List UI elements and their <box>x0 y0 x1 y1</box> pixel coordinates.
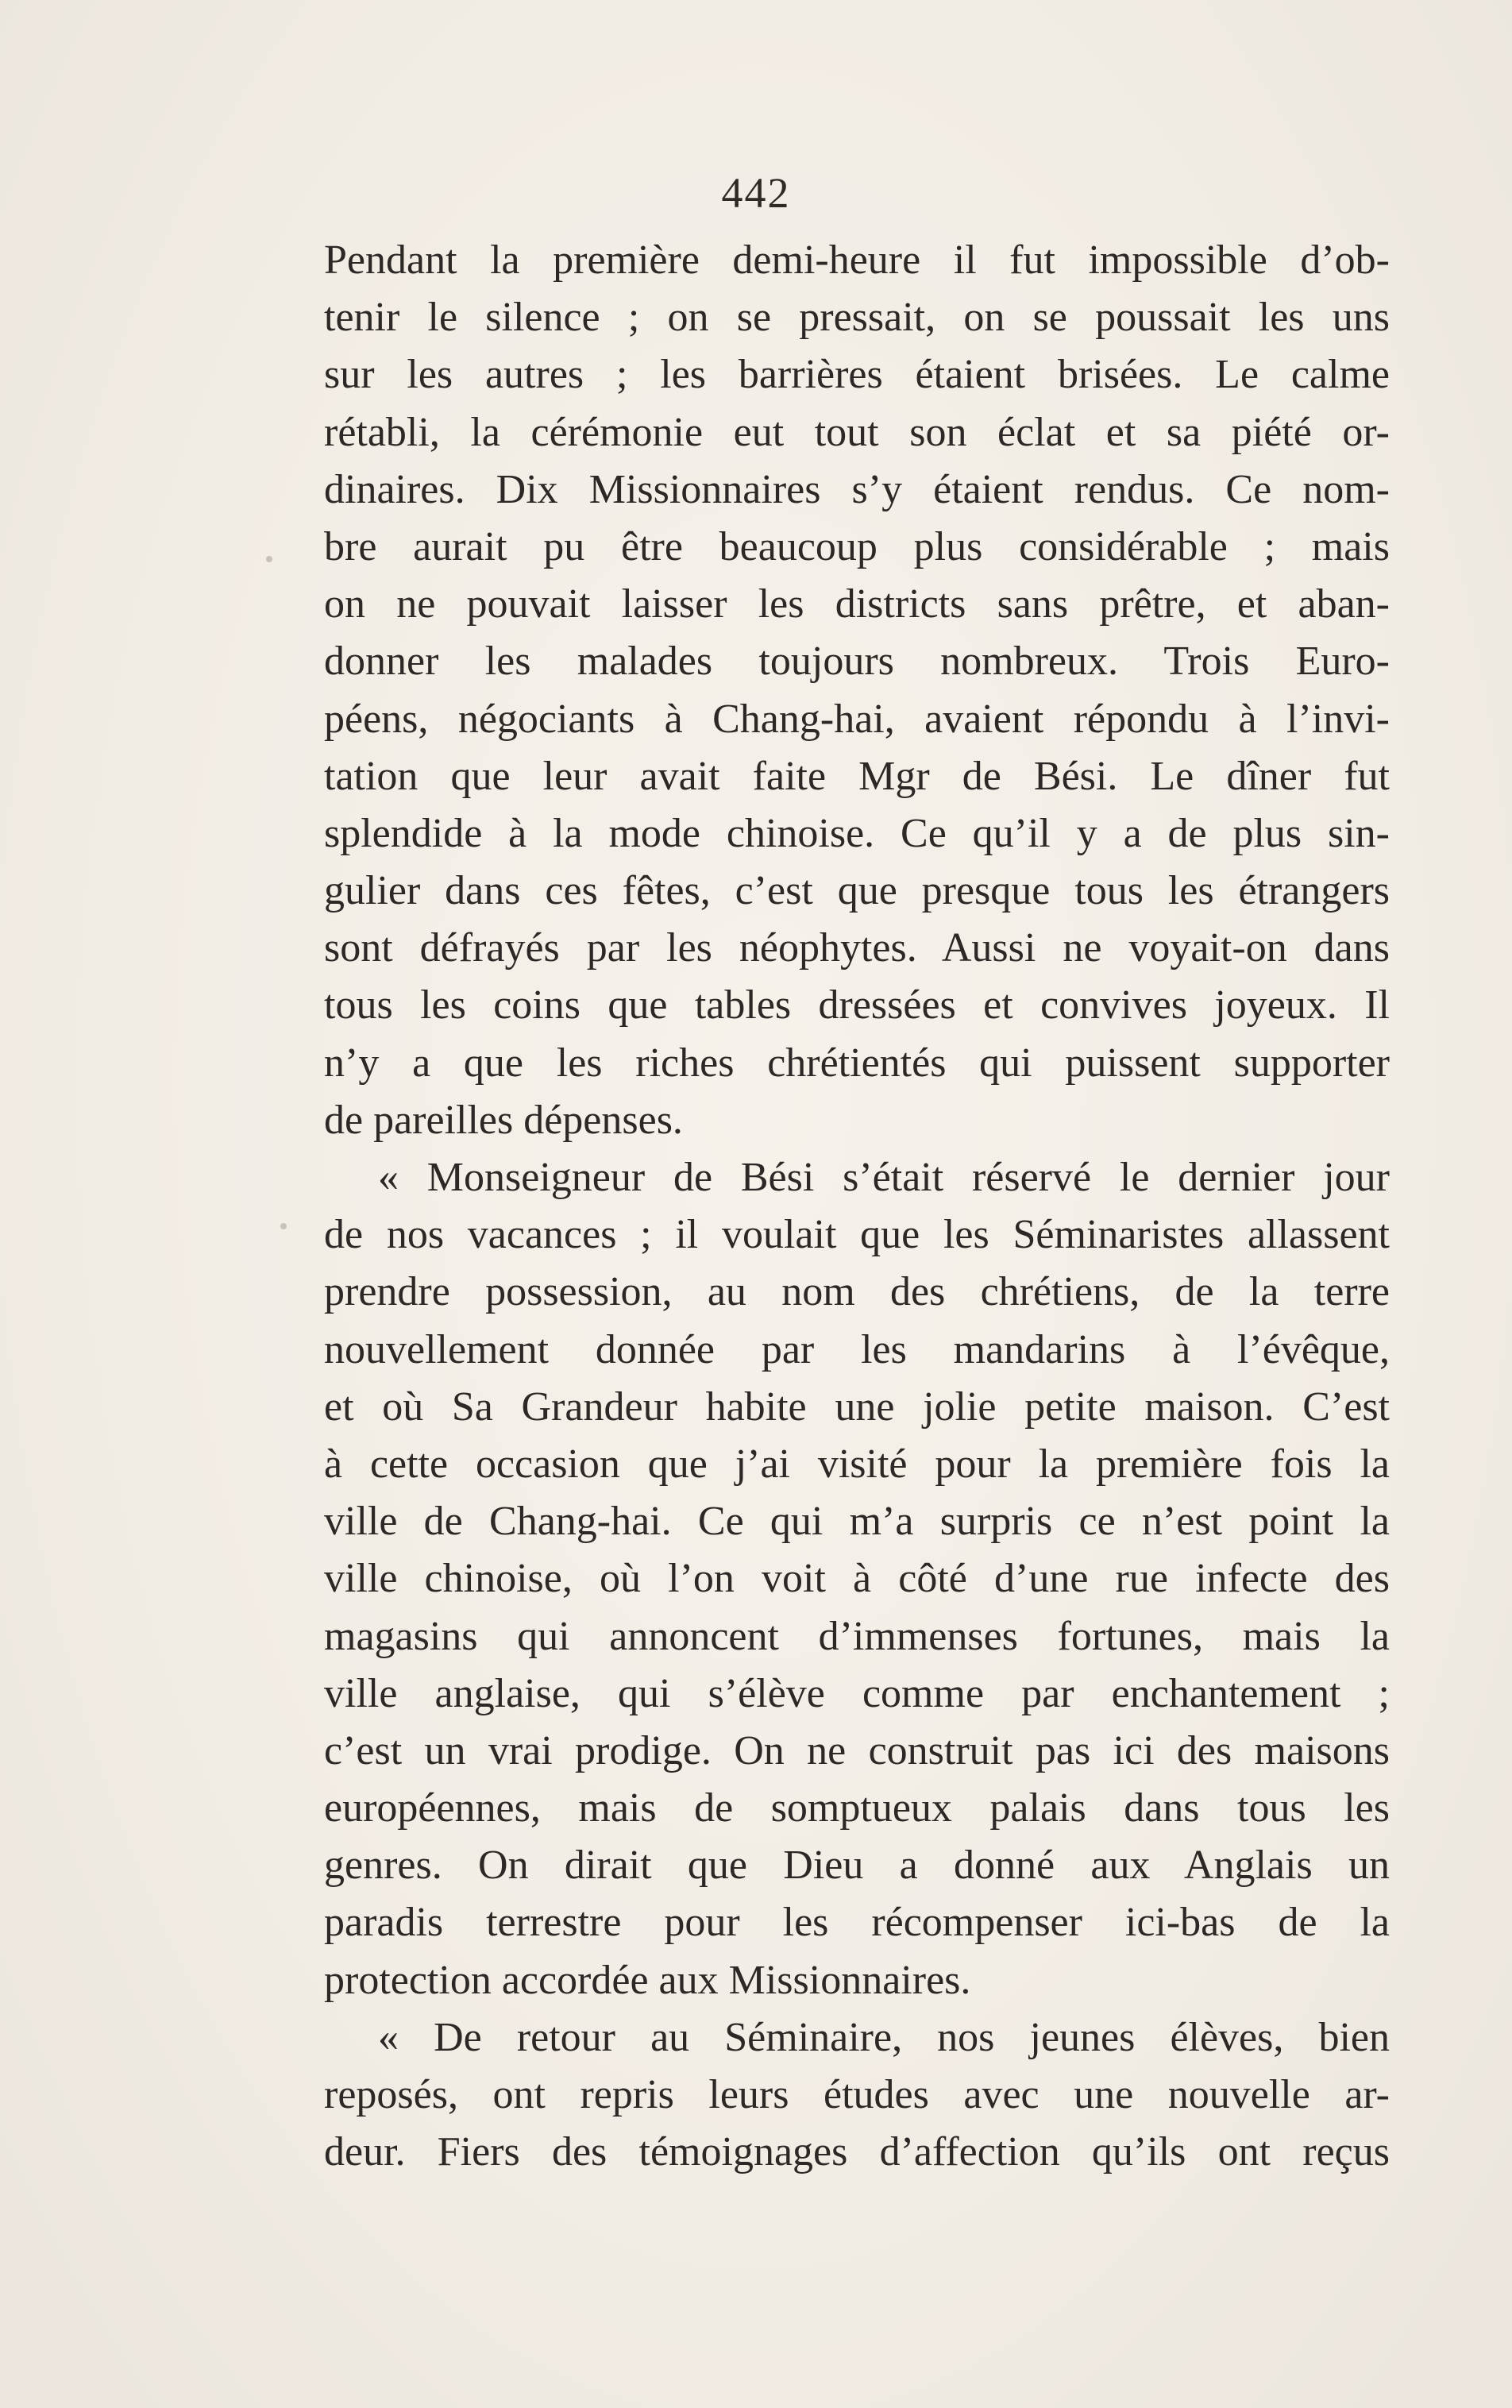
text-line: européennes, mais de somptueux palais dans tous les <box>324 1785 1390 1831</box>
margin-mark <box>266 556 272 562</box>
text-line: c’est un vrai prodige. On ne construit pas ici des maisons <box>324 1727 1390 1773</box>
text-line: genres. On dirait que Dieu a donné aux Anglais un <box>324 1843 1390 1889</box>
text-line: de nos vacances ; il voulait que les Séminaristes allassent <box>324 1212 1390 1258</box>
text-line: de pareilles dépenses. <box>324 1097 683 1143</box>
text-line: splendide à la mode chinoise. Ce qu’il y a de plus sin- <box>324 810 1390 856</box>
text-line: gulier dans ces fêtes, c’est que presque tous les étrangers <box>324 868 1390 914</box>
text-line: tation que leur avait faite Mgr de Bési. Le dîner fut <box>324 753 1390 799</box>
text-line: n’y a que les riches chrétientés qui puissent supporter <box>324 1040 1390 1086</box>
text-line: paradis terrestre pour les récompenser ici-bas de la <box>324 1900 1390 1946</box>
text-line: à cette occasion que j’ai visité pour la première fois la <box>324 1441 1390 1487</box>
text-line: dinaires. Dix Missionnaires s’y étaient rendus. Ce nom- <box>324 466 1390 512</box>
text-line: magasins qui annoncent d’immenses fortunes, mais la <box>324 1613 1390 1659</box>
body-text <box>324 232 1390 2181</box>
text-line: bre aurait pu être beaucoup plus considérable ; mais <box>324 523 1390 569</box>
text-line: on ne pouvait laisser les districts sans prêtre, et aban- <box>324 581 1390 627</box>
margin-mark <box>280 1223 287 1229</box>
text-line: nouvellement donnée par les mandarins à l’évêque, <box>324 1326 1390 1372</box>
text-line: prendre possession, au nom des chrétiens, de la terre <box>324 1269 1390 1315</box>
text-line: tous les coins que tables dressées et convives joyeux. Il <box>324 982 1390 1028</box>
text-line: et où Sa Grandeur habite une jolie petite maison. C’est <box>324 1383 1390 1430</box>
text-line: « Monseigneur de Bési s’était réservé le dernier jour <box>378 1155 1390 1200</box>
text-line: sur les autres ; les barrières étaient brisées. Le calme <box>324 352 1390 398</box>
page-number: 442 <box>721 169 791 217</box>
text-line: reposés, ont repris leurs études avec une nouvelle ar- <box>324 2072 1390 2117</box>
text-line: sont défrayés par les néophytes. Aussi ne voyait-on dans <box>324 925 1390 971</box>
text-line: protection accordée aux Missionnaires. <box>324 1957 971 2003</box>
text-line: ville chinoise, où l’on voit à côté d’une rue infecte des <box>324 1556 1390 1602</box>
text-line: péens, négociants à Chang-hai, avaient répondu à l’invi- <box>324 696 1390 742</box>
text-line: ville de Chang-hai. Ce qui m’a surpris ce n’est point la <box>324 1499 1390 1545</box>
text-line: donner les malades toujours nombreux. Trois Euro- <box>324 639 1390 685</box>
text-line: « De retour au Séminaire, nos jeunes élèves, bien <box>378 2014 1390 2060</box>
text-line: deur. Fiers des témoignages d’affection qu’ils ont reçus <box>324 2129 1390 2175</box>
text-line: rétabli, la cérémonie eut tout son éclat et sa piété or- <box>324 409 1390 455</box>
text-line: ville anglaise, qui s’élève comme par enchantement ; <box>324 1670 1390 1716</box>
text-line: tenir le silence ; on se pressait, on se poussait les uns <box>324 295 1390 341</box>
text-line: Pendant la première demi-heure il fut impossible d’ob- <box>324 237 1390 283</box>
